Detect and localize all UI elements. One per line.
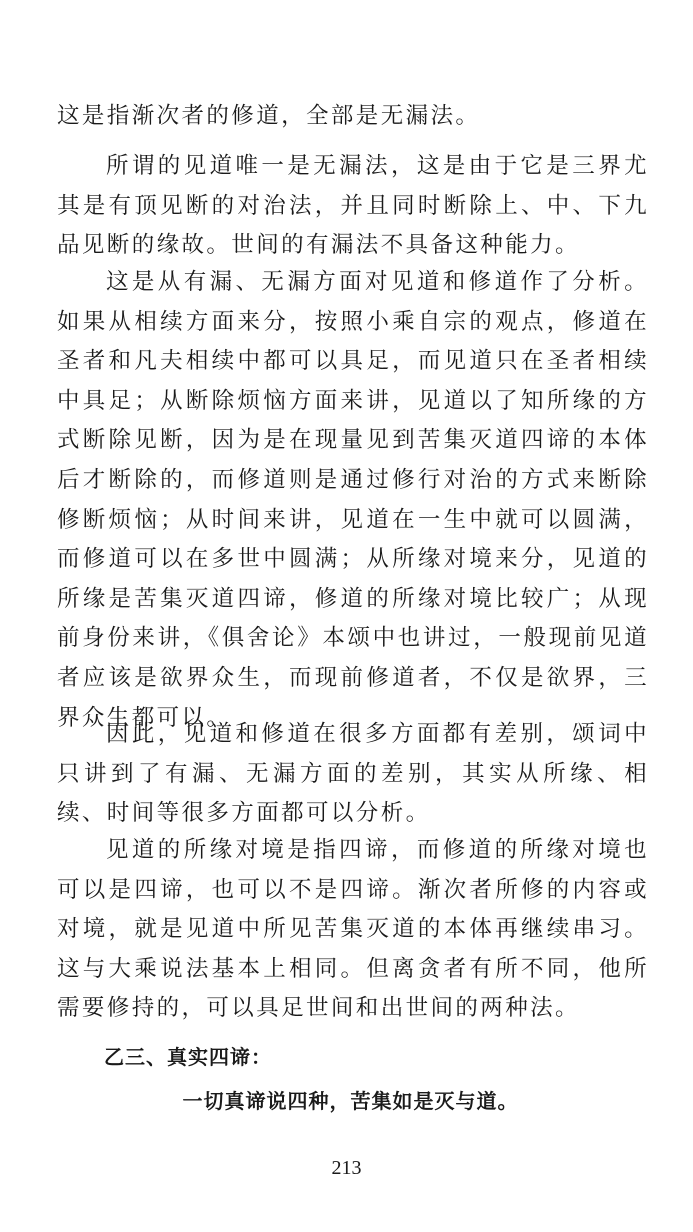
page-number: 213 [331,1157,362,1179]
root-verse: 一切真谛说四种，苦集如是灭与道。 [182,1089,519,1113]
paragraph-differences: 因此，见道和修道在很多方面都有差别，颂词中只讲到了有漏、无漏方面的差别，其实从所缘、相续、时间等很多方面都可以分析。 [57,721,649,827]
paragraph-continuation: 这是指渐次者的修道，全部是无漏法。 [57,103,481,129]
section-heading: 乙三、真实四谛： [104,1045,272,1069]
paragraph-path-of-seeing: 所谓的见道唯一是无漏法，这是由于它是三界尤其是有顶见断的对治法，并且同时断除上、中、下九品见断的缘故。世间的有漏法不具备这种能力。 [57,153,649,259]
paragraph-objects: 见道的所缘对境是指四谛，而修道的所缘对境也可以是四谛，也可以不是四谛。渐次者所修的内容或对境，就是见道中所见苦集灭道的本体再继续串习。这与大乘说法基本上相同。但离贪者有所不同，他所需要修持的，可以具足世间和出世间的两种法。 [57,837,649,1022]
paragraph-analysis: 这是从有漏、无漏方面对见道和修道作了分析。如果从相续方面来分，按照小乘自宗的观点，修道在圣者和凡夫相续中都可以具足，而见道只在圣者相续中具足；从断除烦恼方面来讲，见道以了知所缘的方式断除见断，因为是在现量见到苦集灭道四谛的本体后才断除的，而修道则是通过修行对治的方式来断除修断烦恼；从时间来讲，见道在一生中就可以圆满，而修道可以在多世中圆满；从所缘对境来分，见道的所缘是苦集灭道四谛，修道的所缘对境比较广；从现前身份来讲，《俱舍论》本颂中也讲过，一般现前见道者应该是欲界众生，而现前修道者，不仅是欲界，三界众生都可以。 [57,269,649,731]
